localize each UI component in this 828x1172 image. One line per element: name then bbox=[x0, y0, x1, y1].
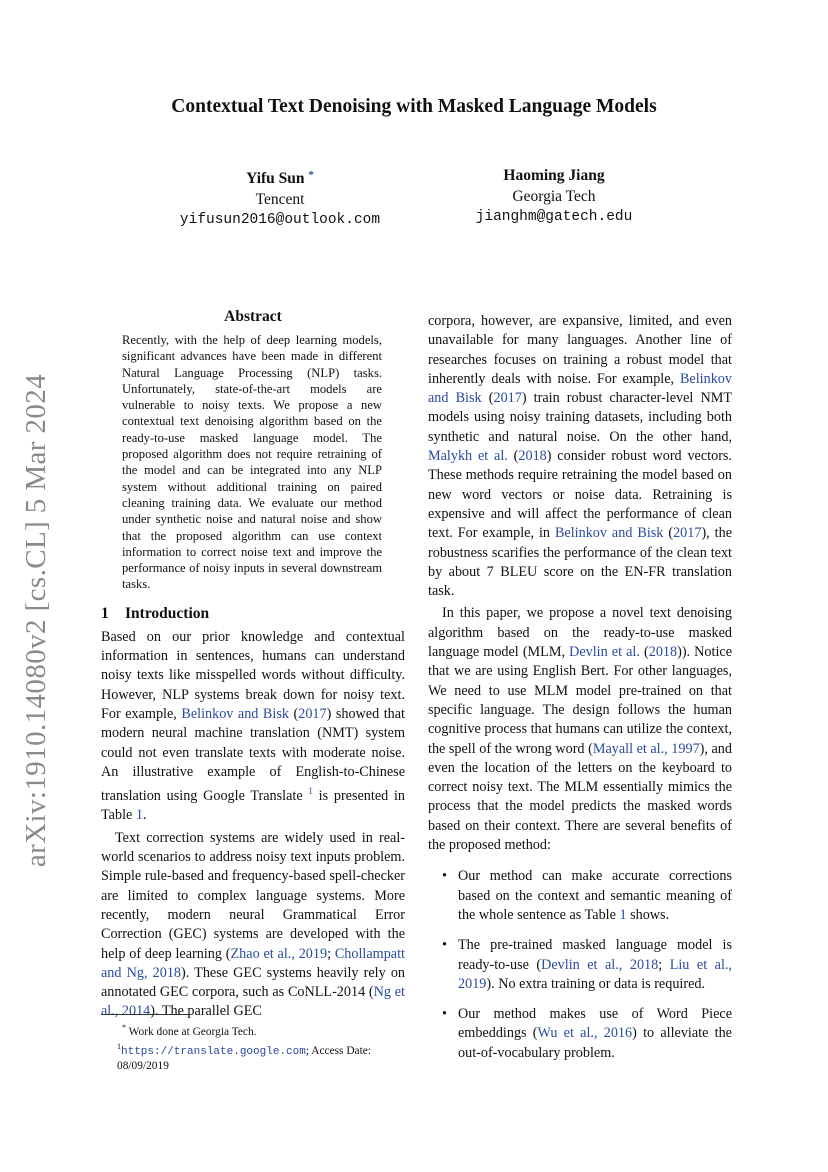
citation-link[interactable]: Belinkov and Bisk bbox=[181, 705, 289, 722]
list-item bbox=[458, 867, 732, 925]
intro-paragraph-2 bbox=[101, 829, 405, 1022]
text-run: is presented in Table bbox=[101, 788, 405, 824]
intro-paragraph-1 bbox=[101, 628, 405, 826]
list-item bbox=[458, 936, 732, 994]
text-run: Our method can make accurate corrections based on the context and semantic meaning of the whole sentence as Table bbox=[458, 868, 732, 923]
text-run: . bbox=[142, 807, 147, 824]
text-run: corpora, however, are expansive, limited, and even unavailable for many languages. Another line of researches focuses on training a robust model that inherently deals with noise. For example, bbox=[428, 313, 732, 387]
footnote-1 bbox=[101, 1021, 405, 1040]
abstract-heading: Abstract bbox=[224, 308, 282, 325]
footnote-rule bbox=[101, 1014, 191, 1015]
text-run: ( bbox=[288, 705, 299, 722]
left-column bbox=[101, 308, 405, 1022]
author-name: Haoming Jiang bbox=[503, 167, 605, 184]
text-run: ). The parallel GEC bbox=[150, 1003, 262, 1020]
right-column bbox=[428, 312, 732, 1074]
text-run: Our method makes use of Word Piece embeddings ( bbox=[458, 1006, 732, 1042]
footnote-link[interactable]: 1 bbox=[308, 786, 313, 797]
section-heading bbox=[101, 605, 405, 623]
citation-link[interactable]: Belinkov and Bisk bbox=[554, 525, 664, 542]
text-run: ( bbox=[507, 448, 519, 465]
citation-link[interactable]: Chollampatt and Ng, 2018 bbox=[101, 945, 405, 981]
text-run: ) consider robust word vectors. These methods require retraining the model based on new word vectors or noise data. Retraining is expensive and will affect the performance of clean text. For example, in bbox=[428, 448, 732, 542]
author-footnote-mark[interactable]: * bbox=[308, 169, 314, 181]
intro-paragraph-3 bbox=[428, 312, 732, 601]
table-ref-link[interactable]: 1 bbox=[619, 906, 627, 923]
text-run: ) showed that modern neural machine translation (NMT) system could not even translate texts with moderate noise. An illustrative example of English-to-Chinese translation using Google Translate bbox=[101, 705, 405, 805]
footnote-url-link[interactable]: https://translate.google.com bbox=[121, 1045, 306, 1058]
section-title: Introduction bbox=[125, 604, 210, 622]
citation-link[interactable]: Liu et al., 2019 bbox=[458, 956, 732, 992]
author-block-1 bbox=[130, 165, 430, 231]
table-ref-link[interactable]: 1 bbox=[135, 807, 143, 824]
text-run: Text correction systems are widely used in real-world scenarios to address noisy text inputs problem. Simple rule-based and frequency-based spell-checker are limited to complex language systems. More recently, modern neural Grammatical Error Correction (GEC) systems are developed with the help of deep learning ( bbox=[101, 829, 405, 962]
text-run: ). No extra training or data is required. bbox=[486, 975, 706, 992]
citation-link[interactable]: Zhao et al., 2019 bbox=[230, 945, 328, 962]
citation-link[interactable]: Wu et al., 2016 bbox=[537, 1025, 633, 1042]
text-run: ( bbox=[663, 525, 674, 542]
author-affiliation: Tencent bbox=[255, 191, 305, 208]
author-email: yifusun2016@outlook.com bbox=[179, 212, 381, 228]
intro-paragraph-4 bbox=[428, 604, 732, 855]
citation-link[interactable]: Belinkov and Bisk bbox=[428, 370, 732, 407]
footnote-mark: * bbox=[122, 1023, 126, 1032]
citation-link[interactable]: 2018 bbox=[648, 644, 678, 661]
text-run: shows. bbox=[626, 906, 670, 923]
citation-link[interactable]: Devlin et al., 2018 bbox=[541, 956, 659, 973]
text-run: ( bbox=[639, 644, 649, 661]
list-item bbox=[458, 1005, 732, 1063]
text-run: ( bbox=[481, 390, 494, 407]
citation-link[interactable]: 2018 bbox=[518, 448, 547, 465]
footnote-text: Work done at Georgia Tech. bbox=[128, 1026, 257, 1038]
benefits-list bbox=[428, 867, 732, 1063]
author-block-2 bbox=[404, 165, 704, 228]
author-name: Yifu Sun bbox=[246, 170, 305, 187]
text-run: Based on our prior knowledge and contextual information in sentences, humans can understand noisy texts like misspelled words without difficulty. However, NLP systems break down for noisy text. For example, bbox=[101, 628, 405, 722]
citation-link[interactable]: Mayall et al., 1997 bbox=[592, 740, 700, 757]
citation-link[interactable]: 2017 bbox=[673, 525, 702, 542]
citation-link[interactable]: 2017 bbox=[493, 390, 522, 407]
citation-link[interactable]: Devlin et al. bbox=[569, 644, 640, 661]
author-email: jianghm@gatech.edu bbox=[475, 209, 633, 225]
citation-link[interactable]: Ng et al., 2014 bbox=[101, 984, 405, 1020]
footnote-text: ; Access Date: 08/09/2019 bbox=[117, 1044, 372, 1072]
arxiv-id: arXiv:1910.14080v2 [cs.CL] 5 Mar 2024 bbox=[20, 373, 53, 867]
paper-title: Contextual Text Denoising with Masked Language Models bbox=[171, 96, 657, 117]
text-run: In this paper, we propose a novel text denoising algorithm based on the ready-to-use masked language model (MLM, bbox=[428, 605, 732, 661]
abstract-text: Recently, with the help of deep learning models, significant advances have been made in different Natural Language Processing (NLP) tasks. Unfortunately, state-of-the-art models are vulnerable to noisy texts. We propose a new contextual text denoising algorithm based on the ready-to-use masked language model. The proposed algorithm does not require retraining of the model and can be integrated into any NLP system without additional training on paired cleaning training data. We evaluate our method under synthetic noise and natural noise and show that the proposed algorithm can use context information to correct noise text and improve the performance of noisy inputs in several downstream tasks. bbox=[122, 333, 382, 592]
text-run: ) to alleviate the out-of-vocabulary problem. bbox=[458, 1025, 732, 1061]
section-number: 1 bbox=[101, 604, 109, 622]
arxiv-stamp bbox=[20, 340, 54, 900]
footnotes bbox=[101, 1014, 405, 1074]
text-run: ; bbox=[327, 945, 335, 962]
footnote-2 bbox=[101, 1040, 405, 1074]
citation-link[interactable]: Malykh et al. bbox=[428, 448, 508, 465]
text-run: ). These GEC systems heavily rely on annotated GEC corpora, such as CoNLL-2014 ( bbox=[101, 964, 406, 1001]
text-run: ), and even the location of the letters on the keyboard to correct noisy text. The MLM essentially mimics the process that the model predicts the masked words based on their context. There are several benefits of the proposed method: bbox=[428, 740, 732, 854]
citation-link[interactable]: 2017 bbox=[298, 705, 327, 722]
text-run: ) train robust character-level NMT models using noisy training datasets, including both synthetic and natural noise. On the other hand, bbox=[428, 390, 732, 445]
text-run: ; bbox=[658, 956, 670, 973]
text-run: )). Notice that we are using English Bert. For other languages, We need to use MLM model pre-trained on that specific language. The design follows the human cognitive process that humans can utilize the context, the spell of the wrong word ( bbox=[428, 644, 732, 757]
footnote-mark: 1 bbox=[117, 1041, 121, 1051]
text-run: The pre-trained masked language model is ready-to-use ( bbox=[458, 937, 732, 973]
text-run: ), the robustness scarifies the performance of the clean text by about 7 BLEU score on the EN-FR translation task. bbox=[428, 525, 732, 600]
author-affiliation: Georgia Tech bbox=[512, 188, 596, 205]
